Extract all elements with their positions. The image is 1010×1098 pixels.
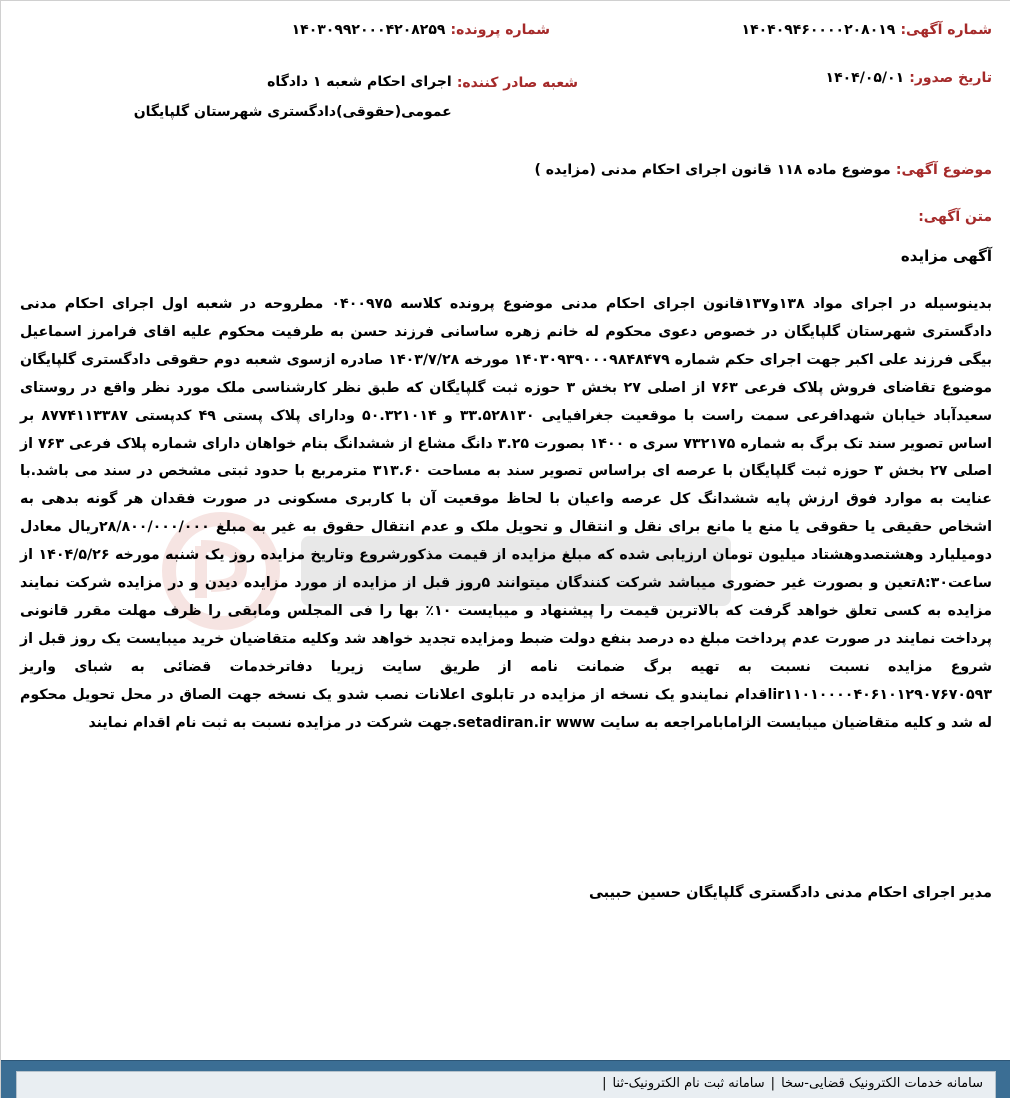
notice-number-label: شماره آگهی: [900, 22, 992, 38]
footer-separator: | [770, 1076, 776, 1091]
footer-link-sana[interactable]: سامانه ثبت نام الکترونیک-ثنا [612, 1076, 765, 1091]
branch-label: شعبه صادر کننده: [456, 75, 578, 91]
file-number-label: شماره پرونده: [450, 22, 550, 38]
notice-number-row [742, 19, 992, 38]
issue-date-row [826, 67, 992, 86]
branch-value: اجرای احکام شعبه ۱ دادگاه عمومی(حقوقی)دادگستری شهرستان گلپایگان [133, 74, 452, 120]
subject-value: موضوع ماده ۱۱۸ قانون اجرای احکام مدنی (مزایده ) [534, 162, 891, 178]
footer [1, 1060, 1010, 1098]
footer-links-bar [16, 1071, 996, 1098]
footer-separator-trailing: | [602, 1076, 607, 1091]
file-number-row [292, 19, 550, 38]
issue-date-value: ۱۴۰۴/۰۵/۰۱ [825, 70, 905, 86]
subject-row [535, 159, 993, 178]
file-number-value: ۱۴۰۳۰۹۹۲۰۰۰۴۲۰۸۲۵۹ [291, 22, 446, 38]
issue-date-label: تاریخ صدور: [909, 70, 992, 86]
notice-number-value: ۱۴۰۴۰۹۴۶۰۰۰۰۲۰۸۰۱۹ [741, 22, 896, 38]
notice-signature: مدیر اجرای احکام مدنی دادگستری گلپایگان حسین حبیبی [589, 885, 992, 901]
notice-title: آگهی مزایده [900, 247, 992, 265]
footer-link-sakha[interactable]: سامانه خدمات الکترونیک قضایی-سخا [781, 1076, 983, 1091]
branch-row [108, 67, 578, 127]
notice-text-label: متن آگهی: [918, 209, 992, 225]
subject-label: موضوع آگهی: [895, 162, 992, 178]
notice-text-row [918, 206, 992, 225]
notice-body: بدینوسیله در اجرای مواد ۱۳۸و۱۳۷قانون اجرای احکام مدنی موضوع پرونده کلاسه ۰۴۰۰۹۷۵ مطروحه در شعبه اول اجرای احکام مدنی دادگستری شهرستان گلپایگان در خصوص دعوی محکوم له خانم زهره ساسانی فرزند حسن به طرفیت محکوم علیه اقای فرامرز اسماعیل بیگی فرزند علی اکبر جهت اجرای حکم شماره ۱۴۰۳۰۹۳۹۰۰۰۹۸۴۸۴۷۹ مورخه ۱۴۰۳/۷/۲۸ صادره ازسوی شعبه دوم حقوقی دادگستری گلپایگان موضوع تقاضای فروش پلاک فرعی ۷۶۳ از اصلی ۲۷ بخش ۳ حوزه ثبت گلپایگان که طبق نظر کارشناسی ملک مورد نظر واقع در روستای سعیدآباد خیابان شهدافرعی سمت راست با موقعیت جغرافیایی ۳۳.۵۲۸۱۳۰ و ۵۰.۳۲۱۰۱۴ ودارای پلاک پستی ۴۹ کدپستی ۸۷۷۴۱۱۳۳۸۷ بر اساس تصویر سند تک برگ به شماره ۷۳۲۱۷۵ سری ه ۱۴۰۰ بصورت ۳.۲۵ دانگ مشاع از ششدانگ بنام خواهان دارای شماره پلاک فرعی ۷۶۳ از اصلی ۲۷ بخش ۳ حوزه ثبت گلپایگان با عرصه ای براساس تصویر سند به مساحت ۳۱۳.۶۰ مترمربع با حدود ثبتی مشخص در سند می باشد.با عنایت به موارد فوق ارزش پایه ششدانگ کل عرصه واعیان با لحاظ موقعیت آن با کاربری مسکونی در صورت فقدان هر گونه بدهی به اشخاص حقیقی یا حقوقی یا منع یا مانع برای نقل و انتقال و تحویل ملک و عدم انتقال حقوق به غیر به مبلغ ۲۸/۸۰۰/۰۰۰/۰۰۰ریال معادل دومیلیارد وهشتصدوهشتاد میلیون تومان ارزیابی شده که مبلغ مزایده از قیمت مذکورشروع وتاریخ مزایده روز یک شنبه مورخه ۱۴۰۴/۵/۲۶ از ساعت۸:۳۰تعین و بصورت غیر حضوری میباشد شرکت کنندگان میتوانند ۵روز قبل از مزایده از مورد مزایده دیدن و در مزایده شرکت نمایند مزایده به کسی تعلق خواهد گرفت که بالاترین قیمت را پیشنهاد و میبایست ۱۰٪ بها را فی المجلس ومابقی را ظرف مهلت مقرر قانونی پرداخت نمایند در صورت عدم پرداخت مبلغ ده درصد بنفع دولت ضبط ومزایده تجدید خواهد شد وکلیه متقاضیان خرید میبایست یک روز قبل از شروع مزایده نسبت نسبت به تهیه برگ ضمانت نامه از طریق سایت زیریا دفاترخدمات قضائی به شبای واریز ir۱۱۰۱۰۰۰۰۴۰۶۱۰۱۲۹۰۷۶۷۰۵۹۳اقدام نمایندو یک نسخه از مزایده در تابلوی اعلانات نصب شدو یک نسخه جهت الصاق در محل تحویل محکوم له شد و کلیه متقاضیان میبایست الزامابامراجعه به سایت setadiran.ir www.جهت شرکت در مزایده نسبت به ثبت نام اقدام نمایند [20, 296, 993, 731]
